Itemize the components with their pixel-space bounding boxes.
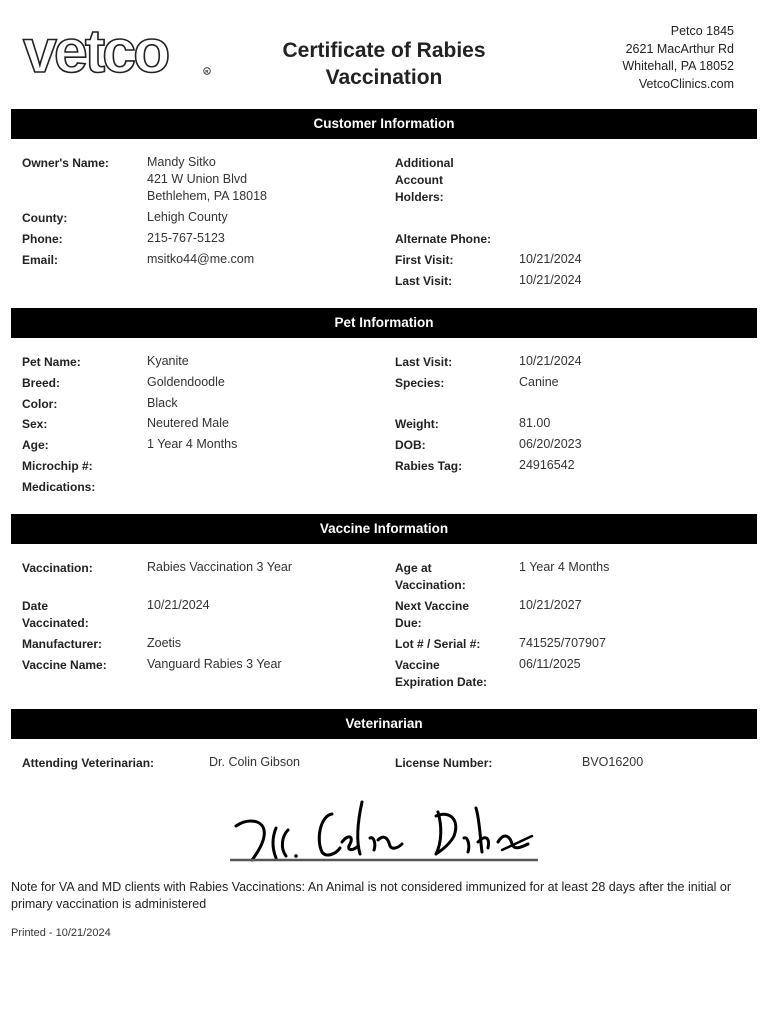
owner-name-label: Owner's Name: bbox=[22, 156, 109, 170]
veterinarian-signature bbox=[228, 790, 542, 868]
phone-label: Phone: bbox=[22, 232, 63, 246]
immunization-note: Note for VA and MD clients with Rabies Vaccinations: An Animal is not considered immunized for at least 28 days after the initial or primary vaccination is administered bbox=[11, 880, 732, 911]
svg-text:vetco: vetco bbox=[23, 22, 168, 80]
age-at-vaccination-label: Age at Vaccination: bbox=[395, 561, 466, 592]
rabies-tag-label: Rabies Tag: bbox=[395, 459, 463, 473]
vaccine-expiration-value: 06/11/2025 bbox=[519, 657, 581, 671]
pet-last-visit-value: 10/21/2024 bbox=[519, 354, 582, 368]
clinic-name: Petco 1845 bbox=[670, 24, 734, 38]
vetco-logo bbox=[22, 22, 214, 80]
lot-serial-value: 741525/707907 bbox=[519, 636, 606, 650]
age-label: Age: bbox=[22, 438, 49, 452]
pet-section-header: Pet Information bbox=[11, 308, 757, 338]
weight-value: 81.00 bbox=[519, 416, 551, 430]
age-at-vaccination-value: 1 Year 4 Months bbox=[519, 560, 610, 574]
rabies-tag-value: 24916542 bbox=[519, 458, 575, 472]
additional-holders-label: Additional Account Holders: bbox=[395, 156, 454, 204]
sex-value: Neutered Male bbox=[147, 416, 229, 430]
pet-name-label: Pet Name: bbox=[22, 355, 81, 369]
alternate-phone-label: Alternate Phone: bbox=[395, 232, 492, 246]
dob-value: 06/20/2023 bbox=[519, 437, 582, 451]
customer-section-header: Customer Information bbox=[11, 109, 757, 139]
veterinarian-section-header: Veterinarian bbox=[11, 709, 757, 739]
first-visit-value: 10/21/2024 bbox=[519, 252, 582, 266]
owner-address-line2: Bethlehem, PA 18018 bbox=[147, 189, 267, 203]
weight-label: Weight: bbox=[395, 417, 439, 431]
medications-label: Medications: bbox=[22, 480, 96, 494]
phone-value: 215-767-5123 bbox=[147, 231, 225, 245]
species-value: Canine bbox=[519, 375, 559, 389]
email-value: msitko44@me.com bbox=[147, 252, 255, 266]
dob-label: DOB: bbox=[395, 438, 426, 452]
owner-address-line1: 421 W Union Blvd bbox=[147, 172, 248, 186]
breed-label: Breed: bbox=[22, 376, 61, 390]
clinic-address bbox=[622, 23, 734, 93]
manufacturer-value: Zoetis bbox=[147, 636, 182, 650]
color-label: Color: bbox=[22, 397, 58, 411]
printed-date: Printed - 10/21/2024 bbox=[11, 927, 111, 939]
age-value: 1 Year 4 Months bbox=[147, 437, 238, 451]
county-label: County: bbox=[22, 211, 68, 225]
vaccination-label: Vaccination: bbox=[22, 561, 93, 575]
attending-veterinarian-label: Attending Veterinarian: bbox=[22, 756, 155, 770]
first-visit-label: First Visit: bbox=[395, 253, 454, 267]
color-value: Black bbox=[147, 396, 178, 410]
sex-label: Sex: bbox=[22, 417, 48, 431]
clinic-city: Whitehall, PA 18052 bbox=[622, 59, 734, 73]
customer-last-visit-value: 10/21/2024 bbox=[519, 273, 582, 287]
breed-value: Goldendoodle bbox=[147, 375, 225, 389]
next-vaccine-due-label: Next Vaccine Due: bbox=[395, 599, 470, 630]
svg-text:R: R bbox=[205, 68, 209, 74]
license-number-label: License Number: bbox=[395, 756, 493, 770]
species-label: Species: bbox=[395, 376, 445, 390]
vaccine-name-value: Vanguard Rabies 3 Year bbox=[147, 657, 282, 671]
date-vaccinated-label: Date Vaccinated: bbox=[22, 599, 89, 630]
next-vaccine-due-value: 10/21/2027 bbox=[519, 598, 582, 612]
clinic-street: 2621 MacArthur Rd bbox=[625, 41, 734, 56]
county-value: Lehigh County bbox=[147, 210, 228, 224]
pet-last-visit-label: Last Visit: bbox=[395, 355, 453, 369]
date-vaccinated-value: 10/21/2024 bbox=[147, 598, 210, 612]
license-number-value: BVO16200 bbox=[582, 755, 644, 769]
manufacturer-label: Manufacturer: bbox=[22, 637, 103, 651]
lot-serial-label: Lot # / Serial #: bbox=[395, 637, 481, 651]
pet-name-value: Kyanite bbox=[147, 354, 189, 368]
clinic-website: VetcoClinics.com bbox=[638, 76, 734, 91]
customer-last-visit-label: Last Visit: bbox=[395, 274, 453, 288]
attending-veterinarian-value: Dr. Colin Gibson bbox=[209, 755, 301, 769]
vaccination-value: Rabies Vaccination 3 Year bbox=[147, 560, 293, 574]
vaccine-expiration-label: Vaccine Expiration Date: bbox=[395, 658, 488, 689]
email-label: Email: bbox=[22, 253, 59, 267]
vaccine-name-label: Vaccine Name: bbox=[22, 658, 107, 672]
owner-name: Mandy Sitko bbox=[147, 155, 216, 169]
microchip-label: Microchip #: bbox=[22, 459, 93, 473]
page-title: Certificate of Rabies Vaccination bbox=[282, 39, 486, 89]
vaccine-section-header: Vaccine Information bbox=[11, 514, 757, 544]
